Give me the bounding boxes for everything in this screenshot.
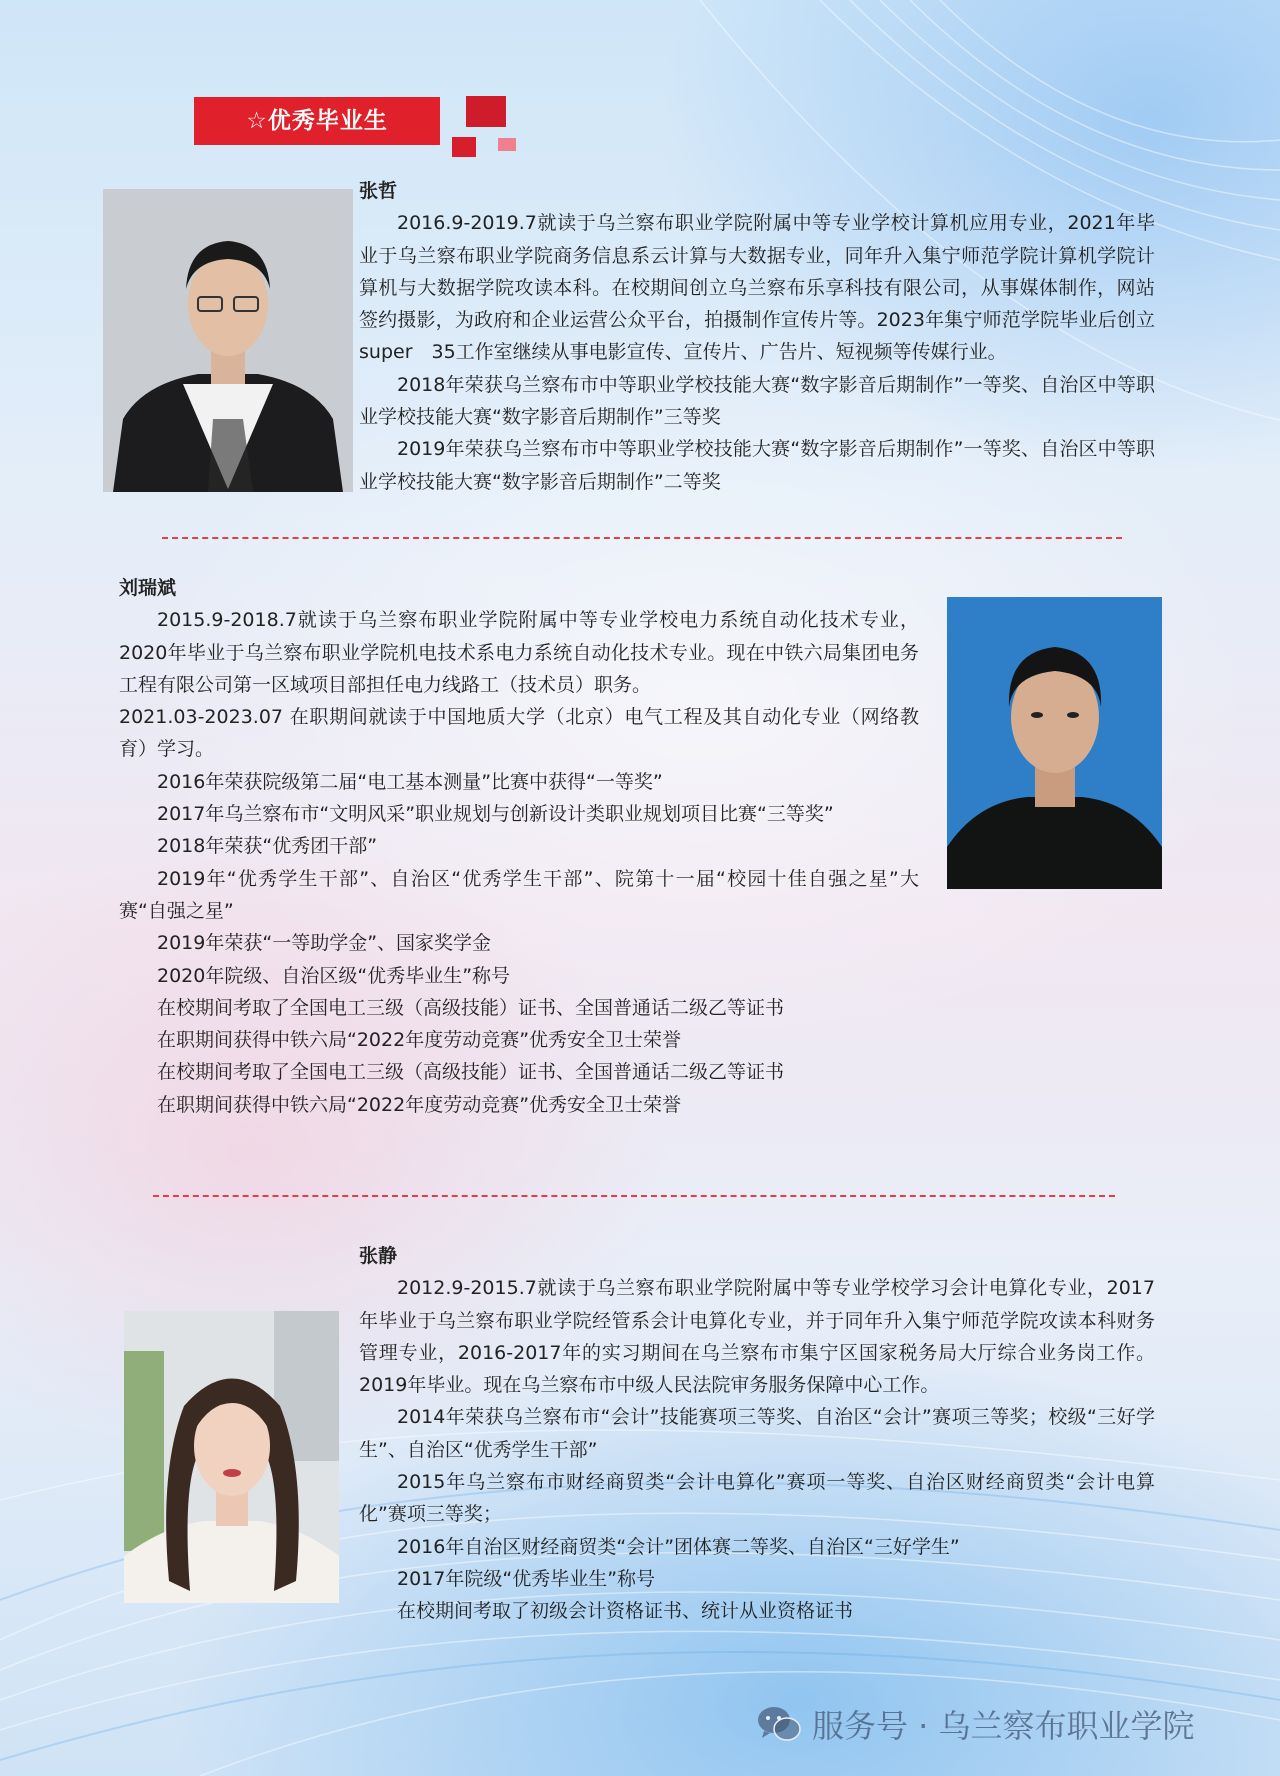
section-heading-text: 优秀毕业生 bbox=[267, 108, 388, 134]
profile-name: 张哲 bbox=[359, 180, 398, 202]
profile-paragraph: 2019年“优秀学生干部”、自治区“优秀学生干部”、院第十一届“校园十佳自强之星”大赛“自强之星” bbox=[119, 867, 919, 922]
profile-paragraph: 2019年荣获“一等助学金”、国家奖学金 bbox=[157, 932, 492, 955]
dashed-divider bbox=[162, 537, 1122, 539]
profile-zhang-zhe bbox=[359, 175, 1155, 498]
profile-paragraph: 在校期间考取了全国电工三级（高级技能）证书、全国普通话二级乙等证书 bbox=[157, 1061, 785, 1084]
profile-paragraph: 2016.9-2019.7就读于乌兰察布职业学院附属中等专业学校计算机应用专业，2021年毕业于乌兰察布职业学院商务信息系云计算与大数据专业，同年升入集宁师范学院计算机学院计算机与大数据学院攻读本科。在校期间创立乌兰察布乐享科技有限公司，从事媒体制作，网站签约摄影，为政府和企业运营公众平台，拍摄制作宣传片等。2023年集宁师范学院毕业后创立super 35工作室继续从事电影宣传、宣传片、广告片、短视频等传媒行业。 bbox=[359, 212, 1155, 364]
profile-paragraph: 2015.9-2018.7就读于乌兰察布职业学院附属中等专业学校电力系统自动化技术专业，2020年毕业于乌兰察布职业学院机电技术系电力系统自动化技术专业。现在中铁六局集团电务工程有限公司第一区域项目部担任电力线路工（技术员）职务。 bbox=[119, 609, 919, 696]
profile-paragraph: 2014年荣获乌兰察布市“会计”技能赛项三等奖、自治区“会计”赛项三等奖；校级“三好学生”、自治区“优秀学生干部” bbox=[359, 1406, 1155, 1461]
star-icon: ☆ bbox=[246, 108, 268, 134]
profile-zhang-jing bbox=[359, 1240, 1155, 1628]
profile-paragraph: 2017年院级“优秀毕业生”称号 bbox=[397, 1567, 656, 1590]
profile-name: 刘瑞斌 bbox=[119, 577, 177, 599]
profile-paragraph: 2016年自治区财经商贸类“会计”团体赛二等奖、自治区“三好学生” bbox=[397, 1535, 960, 1558]
profile-paragraph: 在职期间获得中铁六局“2022年度劳动竞赛”优秀安全卫士荣誉 bbox=[157, 1029, 682, 1052]
profile-photo bbox=[124, 1311, 339, 1603]
profile-liu-ruibin bbox=[119, 572, 919, 1121]
watermark-text: 服务号 · 乌兰察布职业学院 bbox=[812, 1707, 1195, 1745]
profile-paragraph: 在职期间获得中铁六局“2022年度劳动竞赛”优秀安全卫士荣誉 bbox=[157, 1093, 682, 1116]
profile-paragraph: 在校期间考取了全国电工三级（高级技能）证书、全国普通话二级乙等证书 bbox=[157, 996, 785, 1019]
profile-paragraph: 2015年乌兰察布市财经商贸类“会计电算化”赛项一等奖、自治区财经商贸类“会计电算化”赛项三等奖； bbox=[359, 1471, 1155, 1526]
watermark bbox=[756, 1700, 1195, 1748]
profile-paragraph: 2018年荣获乌兰察布市中等职业学校技能大赛“数字影音后期制作”一等奖、自治区中等职业学校技能大赛“数字影音后期制作”三等奖 bbox=[359, 373, 1155, 429]
profile-paragraph: 2019年荣获乌兰察布市中等职业学校技能大赛“数字影音后期制作”一等奖、自治区中等职业学校技能大赛“数字影音后期制作”二等奖 bbox=[359, 438, 1155, 493]
profile-paragraph: 2016年荣获院级第二届“电工基本测量”比赛中获得“一等奖” bbox=[157, 770, 663, 793]
profile-photo bbox=[103, 189, 353, 492]
profile-paragraph: 2020年院级、自治区级“优秀毕业生”称号 bbox=[157, 964, 511, 987]
decorative-square bbox=[466, 96, 506, 127]
profile-paragraph: 2017年乌兰察布市“文明风采”职业规划与创新设计类职业规划项目比赛“三等奖” bbox=[157, 803, 834, 826]
decorative-square bbox=[498, 138, 516, 151]
wechat-icon bbox=[756, 1704, 802, 1744]
profile-paragraph: 在校期间考取了初级会计资格证书、统计从业资格证书 bbox=[397, 1600, 854, 1623]
profile-photo bbox=[947, 597, 1162, 889]
profile-paragraph: 2018年荣获“优秀团干部” bbox=[157, 835, 378, 858]
dashed-divider bbox=[153, 1195, 1115, 1197]
decorative-square bbox=[452, 137, 476, 157]
profile-paragraph: 2012.9-2015.7就读于乌兰察布职业学院附属中等专业学校学习会计电算化专业，2017年毕业于乌兰察布职业学院经管系会计电算化专业，并于同年升入集宁师范学院攻读本科财务管理专业，2016-2017年的实习期间在乌兰察布市集宁区国家税务局大厅综合业务岗工作。2019年毕业。现在乌兰察布市中级人民法院审务服务保障中心工作。 bbox=[359, 1277, 1155, 1397]
profile-paragraph: 2021.03-2023.07 在职期间就读于中国地质大学（北京）电气工程及其自动化专业（网络教育）学习。 bbox=[119, 706, 919, 761]
section-heading bbox=[194, 97, 440, 145]
profile-name: 张静 bbox=[359, 1245, 398, 1267]
